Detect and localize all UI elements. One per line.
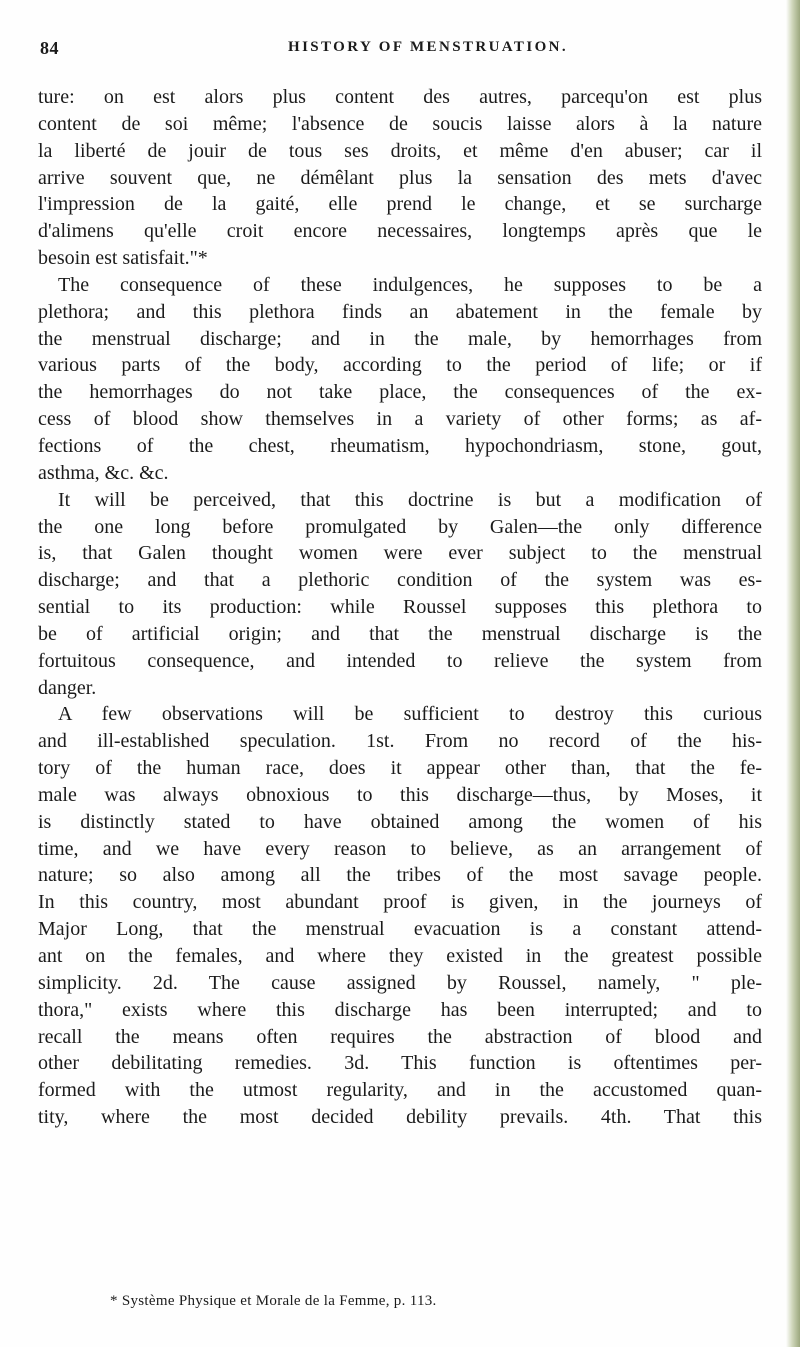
running-head: HISTORY OF MENSTRUATION. [288, 39, 569, 55]
text-line: cess of blood show themselves in a variety of other forms; as af- [38, 408, 762, 431]
text-line: asthma, &c. &c. [38, 461, 169, 484]
text-line: la liberté de jouir de tous ses droits, et même d'en abuser; car il [38, 139, 762, 162]
text-line: various parts of the body, according to the period of life; or if [38, 354, 762, 377]
text-line: simplicity. 2d. The cause assigned by Roussel, namely, " ple- [38, 971, 762, 994]
text-line: arrive souvent que, ne démêlant plus la sensation des mets d'avec [38, 166, 762, 189]
text-line: plethora; and this plethora finds an abatement in the female by [38, 300, 762, 323]
text-line: ture: on est alors plus content des autres, parcequ'on est plus [38, 86, 762, 108]
text-line: is, that Galen thought women were ever subject to the menstrual [38, 542, 762, 565]
text-line: is distinctly stated to have obtained among the women of his [38, 810, 762, 833]
text-line: and ill-established speculation. 1st. From no record of the his- [38, 730, 762, 753]
paragraph-first-line: It will be perceived, that this doctrine is but a modification of [58, 488, 762, 511]
text-line: content de soi même; l'absence de soucis laisse alors à la nature [38, 112, 762, 135]
text-line: formed with the utmost regularity, and in the accustomed quan- [38, 1079, 762, 1102]
body-text [38, 84, 762, 1131]
text-line: In this country, most abundant proof is given, in the journeys of [38, 891, 762, 914]
text-line: time, and we have every reason to believe, as an arrangement of [38, 837, 762, 860]
page-header [40, 38, 760, 62]
text-line: nature; so also among all the tribes of the most savage people. [38, 864, 762, 887]
text-line: the one long before promulgated by Galen—the only difference [38, 515, 762, 538]
text-line: fortuitous consequence, and intended to relieve the system from [38, 649, 762, 672]
text-line: danger. [38, 676, 97, 699]
text-line: thora," exists where this discharge has been interrupted; and to [38, 998, 762, 1021]
text-line: tity, where the most decided debility prevails. 4th. That this [38, 1106, 762, 1129]
page-number: 84 [40, 38, 59, 58]
text-line: other debilitating remedies. 3d. This function is oftentimes per- [38, 1052, 762, 1075]
text-line: sential to its production: while Roussel supposes this plethora to [38, 596, 762, 619]
text-line: discharge; and that a plethoric condition of the system was es- [38, 569, 762, 592]
paragraph-first-line: A few observations will be sufficient to destroy this curious [58, 703, 762, 726]
text-line: male was always obnoxious to this discharge—thus, by Moses, it [38, 783, 762, 806]
text-line: recall the means often requires the abstraction of blood and [38, 1025, 762, 1048]
text-line: ant on the females, and where they existed in the greatest possible [38, 945, 762, 967]
text-line: d'alimens qu'elle croit encore necessaires, longtemps après que le [38, 220, 762, 243]
text-line: the hemorrhages do not take place, the consequences of the ex- [38, 381, 762, 404]
text-line: be of artificial origin; and that the menstrual discharge is the [38, 622, 762, 645]
text-line: tory of the human race, does it appear other than, that the fe- [38, 757, 762, 780]
text-line: Major Long, that the menstrual evacuation is a constant attend- [38, 918, 762, 941]
text-line: the menstrual discharge; and in the male, by hemorrhages from [38, 327, 762, 350]
text-line: fections of the chest, rheumatism, hypochondriasm, stone, gout, [38, 434, 762, 457]
text-line: l'impression de la gaité, elle prend le change, et se surcharge [38, 193, 762, 216]
page-edge-shadow [786, 0, 800, 1347]
text-line: besoin est satisfait."* [38, 247, 208, 270]
footnote: * Système Physique et Morale de la Femme, p. 113. [110, 1293, 437, 1309]
paragraph-first-line: The consequence of these indulgences, he supposes to be a [58, 273, 762, 296]
